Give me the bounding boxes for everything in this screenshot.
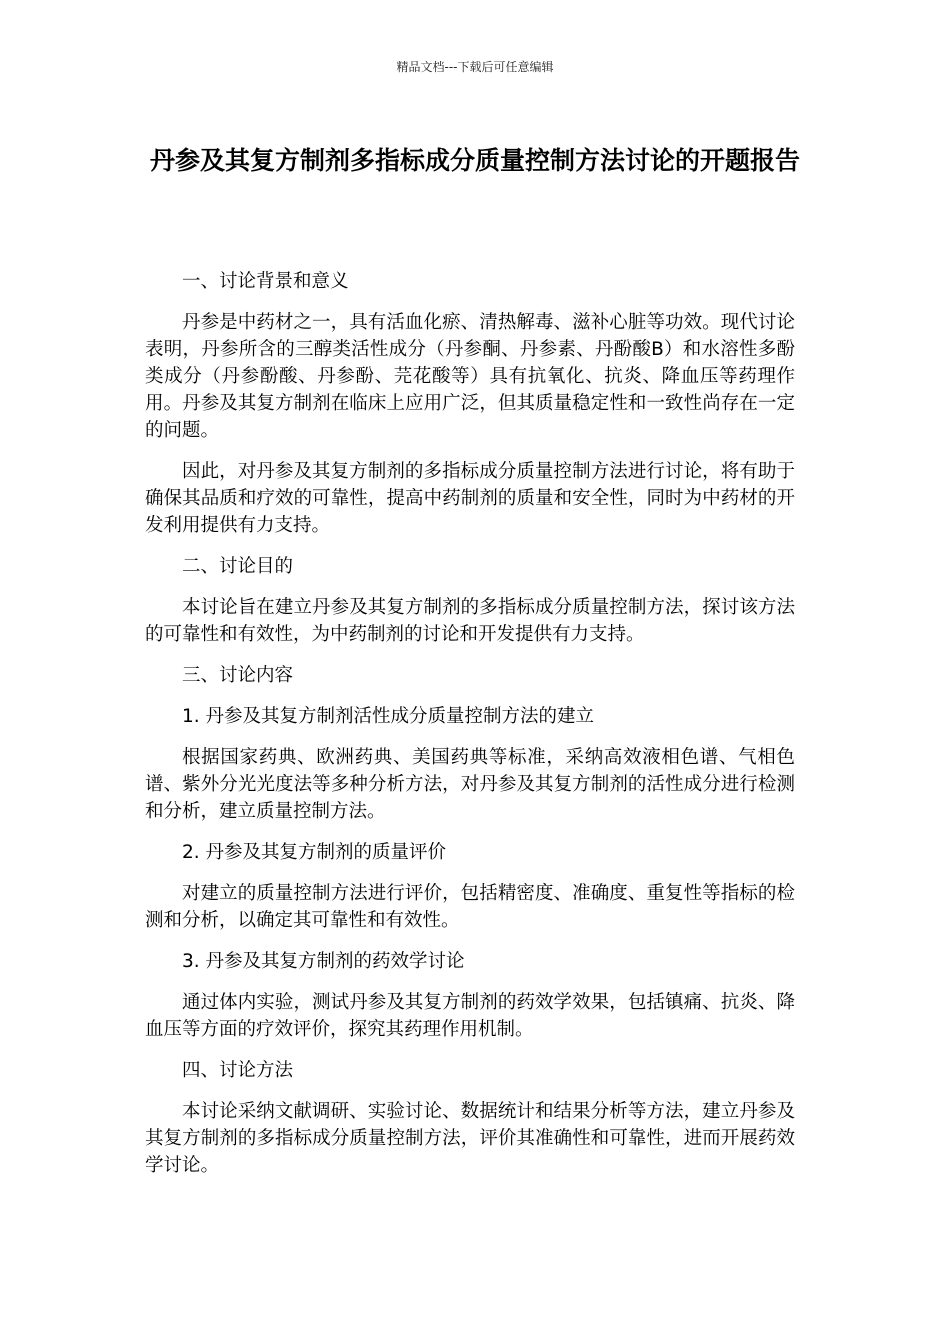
- section-heading-background: 一、讨论背景和意义: [182, 271, 349, 292]
- paragraph-content-3: 通过体内实验，测试丹参及其复方制剂的药效学效果，包括镇痛、抗炎、降血压等方面的疗效评价，探究其药理作用机制。: [145, 992, 795, 1040]
- paragraph-background-1: 丹参是中药材之一，具有活血化瘀、清热解毒、滋补心脏等功效。现代讨论表明，丹参所含的三醇类活性成分（丹参酮、丹参素、丹酚酸B）和水溶性多酚类成分（丹参酚酸、丹参酚、芫花酸等）具有抗氧化、抗炎、降血压等药理作用。丹参及其复方制剂在临床上应用广泛，但其质量稳定性和一致性尚存在一定的问题。: [145, 312, 795, 441]
- paragraph-purpose: 本讨论旨在建立丹参及其复方制剂的多指标成分质量控制方法，探讨该方法的可靠性和有效性，为中药制剂的讨论和开发提供有力支持。: [145, 597, 795, 645]
- section-heading-method: 四、讨论方法: [182, 1060, 294, 1081]
- paragraph-background-2: 因此，对丹参及其复方制剂的多指标成分质量控制方法进行讨论，将有助于确保其品质和疗效的可靠性，提高中药制剂的质量和安全性，同时为中药材的开发利用提供有力支持。: [145, 461, 795, 536]
- subheading-content-1: 1. 丹参及其复方制剂活性成分质量控制方法的建立: [182, 706, 595, 727]
- document-body: [145, 268, 795, 1193]
- document-title: 丹参及其复方制剂多指标成分质量控制方法讨论的开题报告: [149, 146, 800, 175]
- paragraph-content-2: 对建立的质量控制方法进行评价，包括精密度、准确度、重复性等指标的检测和分析，以确定其可靠性和有效性。: [145, 883, 795, 931]
- subheading-content-2: 2. 丹参及其复方制剂的质量评价: [182, 842, 447, 863]
- paragraph-content-1: 根据国家药典、欧洲药典、美国药典等标准，采纳高效液相色谱、气相色谱、紫外分光光度法等多种分析方法，对丹参及其复方制剂的活性成分进行检测和分析，建立质量控制方法。: [145, 747, 795, 822]
- subheading-content-3: 3. 丹参及其复方制剂的药效学讨论: [182, 951, 465, 972]
- header-note: 精品文档---下载后可任意编辑: [396, 60, 554, 74]
- section-heading-purpose: 二、讨论目的: [182, 556, 294, 577]
- section-heading-content: 三、讨论内容: [182, 665, 294, 686]
- paragraph-method: 本讨论采纳文献调研、实验讨论、数据统计和结果分析等方法，建立丹参及其复方制剂的多指标成分质量控制方法，评价其准确性和可靠性，进而开展药效学讨论。: [145, 1101, 795, 1176]
